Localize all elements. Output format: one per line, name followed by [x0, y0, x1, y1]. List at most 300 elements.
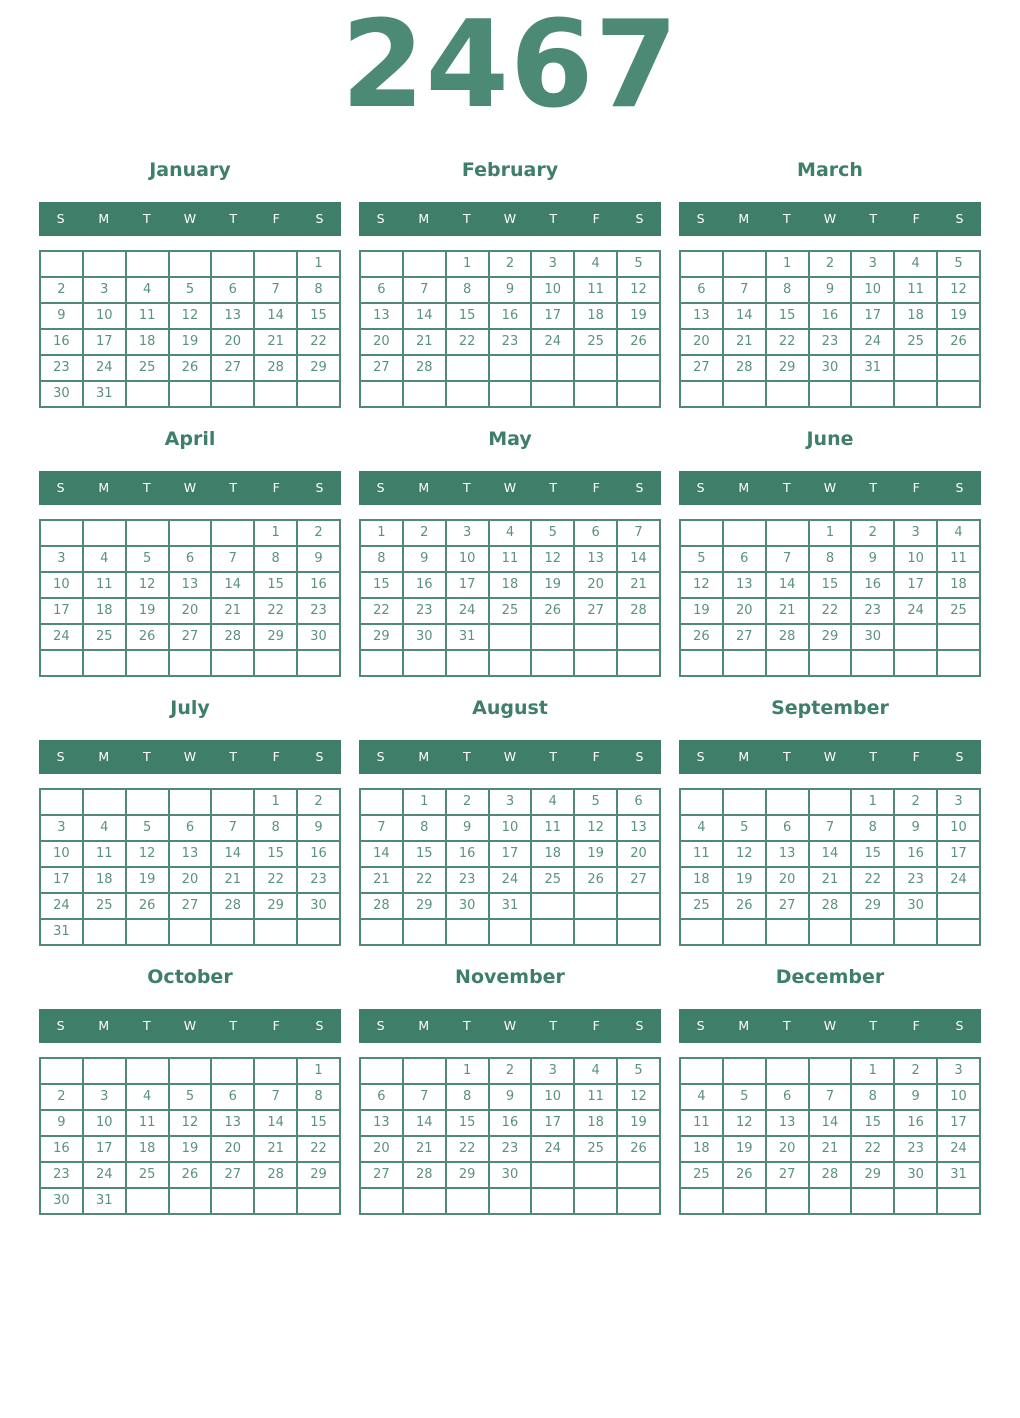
week-row [40, 329, 340, 355]
date-cell: 9 [297, 815, 340, 841]
date-cell: 25 [83, 893, 126, 919]
date-cell: 27 [766, 893, 809, 919]
date-cell: 2 [851, 520, 894, 546]
date-cell: 25 [574, 1136, 617, 1162]
date-cell: 19 [723, 1136, 766, 1162]
date-cell: 14 [211, 841, 254, 867]
date-cell: 5 [723, 1084, 766, 1110]
calendar-table [679, 519, 981, 677]
date-cell: 7 [360, 815, 403, 841]
week-row [680, 1162, 980, 1188]
week-row [360, 277, 660, 303]
date-cell: 29 [403, 893, 446, 919]
date-cell: 18 [574, 1110, 617, 1136]
date-cell: 16 [851, 572, 894, 598]
date-cell: 8 [360, 546, 403, 572]
weekday-label: S [955, 749, 964, 765]
week-row [360, 303, 660, 329]
date-cell: 26 [126, 893, 169, 919]
date-cell: 3 [894, 520, 937, 546]
empty-cell [680, 650, 723, 676]
date-cell: 8 [809, 546, 852, 572]
weekday-label: M [738, 749, 750, 765]
week-row [360, 546, 660, 572]
date-cell: 16 [446, 841, 489, 867]
date-cell: 3 [489, 789, 532, 815]
empty-cell [297, 381, 340, 407]
date-cell: 10 [851, 277, 894, 303]
week-row [680, 1084, 980, 1110]
date-cell: 19 [617, 303, 660, 329]
date-cell: 13 [360, 1110, 403, 1136]
date-cell: 17 [531, 1110, 574, 1136]
weekday-label: M [98, 749, 110, 765]
empty-cell [126, 789, 169, 815]
date-cell: 31 [851, 355, 894, 381]
weekday-header [359, 740, 661, 774]
weekday-label: S [376, 1018, 385, 1034]
date-cell: 26 [617, 1136, 660, 1162]
empty-cell [83, 520, 126, 546]
week-row [360, 329, 660, 355]
date-cell: 27 [574, 598, 617, 624]
month-july [39, 698, 341, 946]
date-cell: 11 [83, 572, 126, 598]
date-cell: 22 [360, 598, 403, 624]
date-cell: 1 [297, 251, 340, 277]
date-cell: 22 [403, 867, 446, 893]
empty-cell [617, 1162, 660, 1188]
month-march [679, 160, 981, 408]
empty-cell [489, 381, 532, 407]
date-cell: 28 [403, 1162, 446, 1188]
weekday-label: S [696, 1018, 705, 1034]
weekday-label: M [418, 1018, 430, 1034]
date-cell: 14 [766, 572, 809, 598]
week-row [680, 919, 980, 945]
week-row [360, 624, 660, 650]
date-cell: 23 [403, 598, 446, 624]
empty-cell [403, 1188, 446, 1214]
date-cell: 18 [574, 303, 617, 329]
date-cell: 30 [894, 1162, 937, 1188]
empty-cell [489, 650, 532, 676]
weekday-label: T [229, 1018, 237, 1034]
date-cell: 3 [531, 251, 574, 277]
empty-cell [723, 789, 766, 815]
weekday-label: T [229, 749, 237, 765]
date-cell: 28 [360, 893, 403, 919]
date-cell: 2 [489, 251, 532, 277]
empty-cell [211, 520, 254, 546]
weekday-label: T [463, 211, 471, 227]
calendar-table [39, 788, 341, 946]
date-cell: 1 [360, 520, 403, 546]
empty-cell [574, 624, 617, 650]
weekday-label: W [183, 211, 197, 227]
date-cell: 7 [211, 546, 254, 572]
empty-cell [489, 624, 532, 650]
date-cell: 28 [809, 1162, 852, 1188]
date-cell: 12 [169, 1110, 212, 1136]
empty-cell [766, 520, 809, 546]
weekday-label: S [635, 211, 644, 227]
empty-cell [126, 381, 169, 407]
calendar-table [39, 1057, 341, 1215]
empty-cell [211, 251, 254, 277]
month-august [359, 698, 661, 946]
date-cell: 24 [531, 1136, 574, 1162]
date-cell: 15 [360, 572, 403, 598]
empty-cell [360, 1058, 403, 1084]
empty-cell [766, 919, 809, 945]
date-cell: 15 [851, 841, 894, 867]
date-cell: 21 [809, 1136, 852, 1162]
calendar-table [359, 250, 661, 408]
weekday-label: W [823, 480, 837, 496]
date-cell: 20 [211, 1136, 254, 1162]
date-cell: 17 [40, 598, 83, 624]
date-cell: 19 [574, 841, 617, 867]
week-row [680, 893, 980, 919]
date-cell: 22 [766, 329, 809, 355]
weekday-label: T [549, 480, 557, 496]
empty-cell [680, 789, 723, 815]
date-cell: 3 [937, 789, 980, 815]
date-cell: 16 [297, 572, 340, 598]
weekday-label: T [783, 1018, 791, 1034]
date-cell: 29 [297, 1162, 340, 1188]
date-cell: 19 [169, 1136, 212, 1162]
empty-cell [680, 251, 723, 277]
date-cell: 25 [126, 355, 169, 381]
weekday-label: S [376, 480, 385, 496]
month-title: September [771, 696, 889, 719]
date-cell: 4 [83, 815, 126, 841]
empty-cell [851, 381, 894, 407]
date-cell: 10 [531, 1084, 574, 1110]
date-cell: 30 [297, 893, 340, 919]
weekday-label: M [98, 480, 110, 496]
empty-cell [574, 919, 617, 945]
date-cell: 8 [254, 546, 297, 572]
date-cell: 20 [360, 1136, 403, 1162]
empty-cell [680, 919, 723, 945]
empty-cell [574, 355, 617, 381]
empty-cell [360, 789, 403, 815]
month-april [39, 429, 341, 677]
empty-cell [169, 650, 212, 676]
date-cell: 16 [40, 329, 83, 355]
week-row [360, 598, 660, 624]
date-cell: 15 [403, 841, 446, 867]
date-cell: 6 [169, 546, 212, 572]
empty-cell [851, 919, 894, 945]
calendar-table [679, 250, 981, 408]
date-cell: 18 [894, 303, 937, 329]
date-cell: 9 [809, 277, 852, 303]
calendar-table [679, 788, 981, 946]
weekday-label: T [869, 1018, 877, 1034]
date-cell: 5 [937, 251, 980, 277]
empty-cell [574, 1162, 617, 1188]
date-cell: 11 [531, 815, 574, 841]
date-cell: 4 [489, 520, 532, 546]
empty-cell [809, 919, 852, 945]
weekday-label: M [738, 1018, 750, 1034]
week-row [680, 572, 980, 598]
date-cell: 6 [169, 815, 212, 841]
empty-cell [531, 1162, 574, 1188]
date-cell: 7 [809, 1084, 852, 1110]
week-row [360, 650, 660, 676]
date-cell: 21 [723, 329, 766, 355]
date-cell: 12 [723, 841, 766, 867]
date-cell: 28 [809, 893, 852, 919]
month-title: February [461, 159, 559, 181]
date-cell: 2 [40, 1084, 83, 1110]
date-cell: 11 [574, 1084, 617, 1110]
empty-cell [254, 1058, 297, 1084]
weekday-label: T [783, 480, 791, 496]
weekday-label: T [143, 480, 151, 496]
weekday-header [359, 202, 661, 236]
week-row [40, 1188, 340, 1214]
date-cell: 10 [40, 841, 83, 867]
weekday-label: S [315, 749, 324, 765]
date-cell: 31 [937, 1162, 980, 1188]
weekday-label: S [376, 749, 385, 765]
date-cell: 4 [574, 1058, 617, 1084]
date-cell: 20 [723, 598, 766, 624]
empty-cell [360, 251, 403, 277]
week-row [360, 815, 660, 841]
date-cell: 21 [211, 867, 254, 893]
date-cell: 18 [83, 598, 126, 624]
empty-cell [126, 919, 169, 945]
empty-cell [211, 919, 254, 945]
month-title: May [488, 427, 532, 450]
date-cell: 12 [617, 277, 660, 303]
date-cell: 18 [937, 572, 980, 598]
empty-cell [723, 919, 766, 945]
date-cell: 4 [680, 1084, 723, 1110]
date-cell: 27 [766, 1162, 809, 1188]
date-cell: 18 [680, 867, 723, 893]
weekday-label: W [183, 480, 197, 496]
date-cell: 6 [766, 815, 809, 841]
date-cell: 18 [126, 1136, 169, 1162]
date-cell: 4 [680, 815, 723, 841]
date-cell: 11 [937, 546, 980, 572]
weekday-label: M [418, 211, 430, 227]
empty-cell [531, 919, 574, 945]
weekday-label: S [56, 211, 65, 227]
week-row [40, 624, 340, 650]
date-cell: 13 [169, 572, 212, 598]
calendar-table [679, 1057, 981, 1215]
date-cell: 17 [851, 303, 894, 329]
date-cell: 27 [680, 355, 723, 381]
date-cell: 26 [723, 1162, 766, 1188]
date-cell: 15 [446, 1110, 489, 1136]
date-cell: 18 [531, 841, 574, 867]
date-cell: 12 [680, 572, 723, 598]
date-cell: 11 [489, 546, 532, 572]
week-row [360, 355, 660, 381]
empty-cell [894, 381, 937, 407]
empty-cell [297, 650, 340, 676]
date-cell: 24 [937, 1136, 980, 1162]
weekday-label: T [143, 211, 151, 227]
date-cell: 27 [211, 355, 254, 381]
date-cell: 17 [489, 841, 532, 867]
empty-cell [211, 650, 254, 676]
date-cell: 26 [937, 329, 980, 355]
empty-cell [617, 624, 660, 650]
date-cell: 3 [851, 251, 894, 277]
date-cell: 3 [40, 546, 83, 572]
date-cell: 7 [766, 546, 809, 572]
empty-cell [169, 1188, 212, 1214]
date-cell: 4 [83, 546, 126, 572]
date-cell: 26 [680, 624, 723, 650]
week-row [40, 893, 340, 919]
empty-cell [446, 381, 489, 407]
weekday-label: T [869, 211, 877, 227]
date-cell: 3 [531, 1058, 574, 1084]
date-cell: 14 [211, 572, 254, 598]
weekday-label: S [696, 749, 705, 765]
weekday-label: S [955, 1018, 964, 1034]
week-row [360, 867, 660, 893]
week-row [40, 520, 340, 546]
date-cell: 5 [531, 520, 574, 546]
empty-cell [297, 1188, 340, 1214]
empty-cell [894, 624, 937, 650]
date-cell: 25 [531, 867, 574, 893]
empty-cell [489, 919, 532, 945]
empty-cell [894, 355, 937, 381]
date-cell: 14 [809, 841, 852, 867]
weekday-label: M [418, 480, 430, 496]
date-cell: 19 [723, 867, 766, 893]
date-cell: 18 [83, 867, 126, 893]
empty-cell [169, 251, 212, 277]
date-cell: 2 [809, 251, 852, 277]
calendar-grid [39, 160, 981, 1215]
weekday-label: F [272, 1018, 280, 1034]
date-cell: 13 [211, 1110, 254, 1136]
weekday-label: T [143, 749, 151, 765]
date-cell: 2 [489, 1058, 532, 1084]
month-title: November [455, 965, 565, 988]
date-cell: 24 [83, 1162, 126, 1188]
weekday-label: T [143, 1018, 151, 1034]
week-row [360, 1058, 660, 1084]
date-cell: 27 [723, 624, 766, 650]
date-cell: 2 [297, 520, 340, 546]
empty-cell [531, 624, 574, 650]
week-row [680, 815, 980, 841]
date-cell: 13 [574, 546, 617, 572]
date-cell: 29 [851, 1162, 894, 1188]
month-june [679, 429, 981, 677]
weekday-label: T [549, 1018, 557, 1034]
week-row [680, 789, 980, 815]
date-cell: 16 [894, 1110, 937, 1136]
date-cell: 13 [211, 303, 254, 329]
empty-cell [809, 1188, 852, 1214]
date-cell: 4 [531, 789, 574, 815]
empty-cell [126, 1058, 169, 1084]
empty-cell [531, 355, 574, 381]
date-cell: 4 [937, 520, 980, 546]
empty-cell [403, 251, 446, 277]
date-cell: 21 [360, 867, 403, 893]
empty-cell [894, 1188, 937, 1214]
date-cell: 10 [446, 546, 489, 572]
date-cell: 14 [254, 303, 297, 329]
week-row [40, 251, 340, 277]
date-cell: 28 [403, 355, 446, 381]
week-row [680, 251, 980, 277]
date-cell: 15 [851, 1110, 894, 1136]
date-cell: 10 [489, 815, 532, 841]
date-cell: 28 [254, 1162, 297, 1188]
week-row [680, 1136, 980, 1162]
empty-cell [894, 650, 937, 676]
date-cell: 29 [809, 624, 852, 650]
date-cell: 24 [937, 867, 980, 893]
date-cell: 22 [297, 329, 340, 355]
weekday-header [39, 202, 341, 236]
empty-cell [40, 520, 83, 546]
date-cell: 12 [574, 815, 617, 841]
date-cell: 22 [851, 867, 894, 893]
date-cell: 17 [531, 303, 574, 329]
weekday-label: W [823, 211, 837, 227]
empty-cell [403, 919, 446, 945]
week-row [40, 277, 340, 303]
date-cell: 25 [680, 1162, 723, 1188]
week-row [40, 815, 340, 841]
empty-cell [617, 381, 660, 407]
weekday-header [679, 740, 981, 774]
date-cell: 3 [446, 520, 489, 546]
week-row [680, 841, 980, 867]
date-cell: 14 [403, 1110, 446, 1136]
week-row [680, 1058, 980, 1084]
date-cell: 16 [809, 303, 852, 329]
empty-cell [617, 893, 660, 919]
empty-cell [254, 381, 297, 407]
date-cell: 30 [851, 624, 894, 650]
date-cell: 23 [894, 867, 937, 893]
week-row [40, 303, 340, 329]
date-cell: 21 [766, 598, 809, 624]
calendar-table [39, 250, 341, 408]
date-cell: 21 [254, 329, 297, 355]
weekday-header [39, 1009, 341, 1043]
date-cell: 26 [723, 893, 766, 919]
empty-cell [403, 381, 446, 407]
date-cell: 1 [809, 520, 852, 546]
date-cell: 26 [574, 867, 617, 893]
date-cell: 9 [446, 815, 489, 841]
date-cell: 5 [169, 1084, 212, 1110]
date-cell: 5 [723, 815, 766, 841]
